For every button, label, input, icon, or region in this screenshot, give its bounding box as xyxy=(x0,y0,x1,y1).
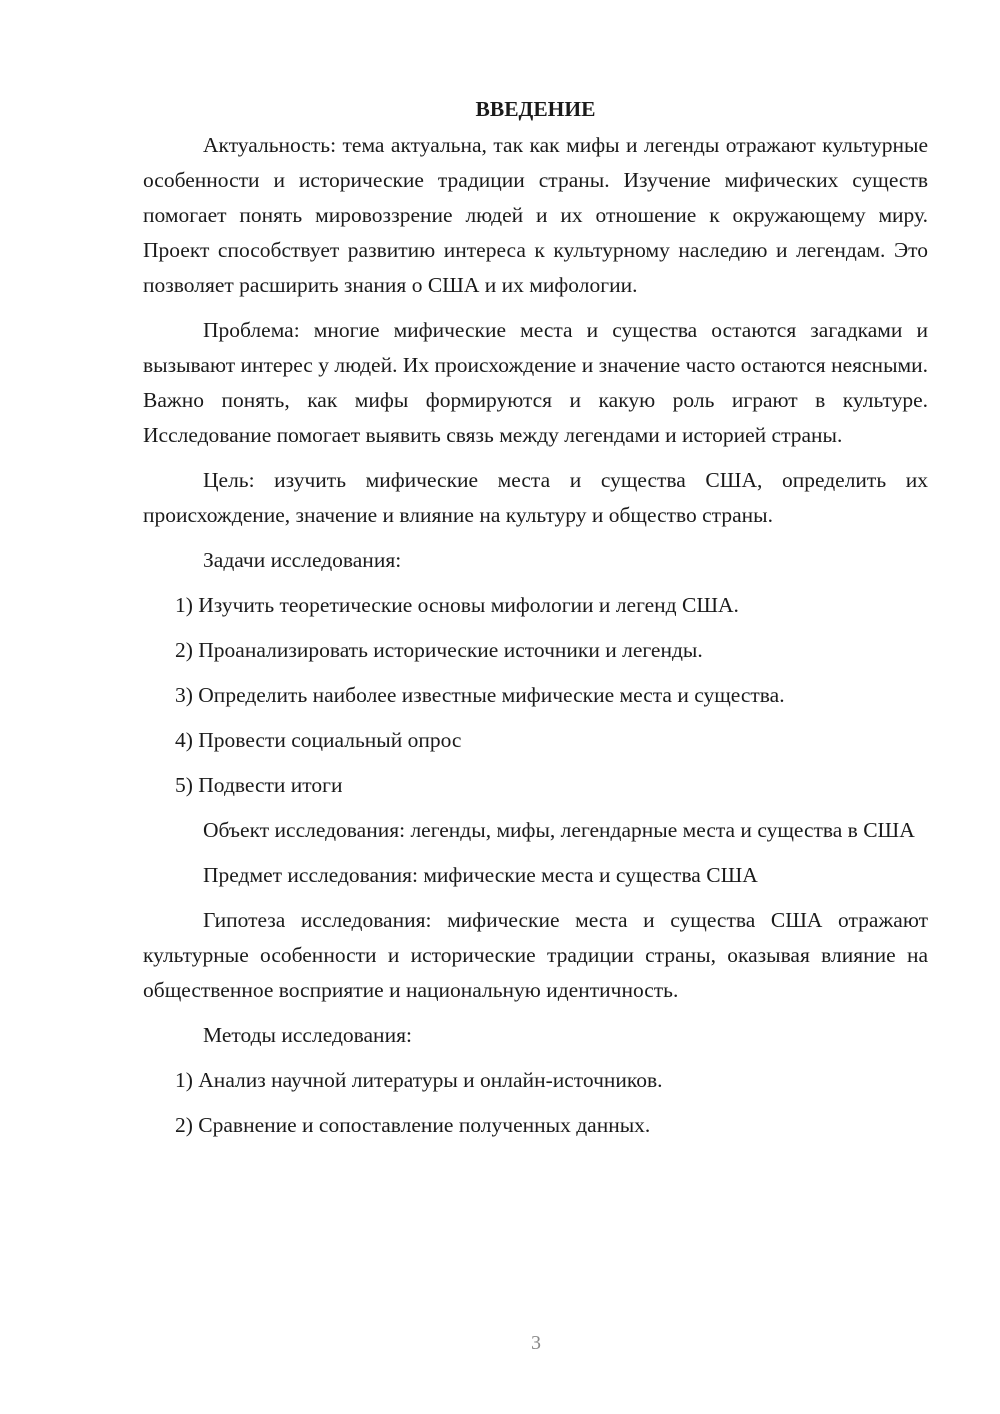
section-heading: ВВЕДЕНИЕ xyxy=(475,97,596,121)
methods-heading: Методы исследования: xyxy=(203,1023,412,1047)
list-item: 1) Изучить теоретические основы мифологии и легенд США. xyxy=(175,593,739,617)
tasks-heading: Задачи исследования: xyxy=(203,548,402,572)
problem-paragraph: Проблема: многие мифические места и существа остаются загадками и вызывают интерес у людей. Их происхождение и значение часто остаются неясными. Важно понять, как мифы формируются и какую роль играют в культуре. Исследование помогает выявить связь между легендами и историей страны. xyxy=(143,318,928,447)
list-item: 1) Анализ научной литературы и онлайн-источников. xyxy=(175,1068,663,1092)
methods-list xyxy=(143,1063,928,1143)
list-item: 4) Провести социальный опрос xyxy=(175,728,462,752)
hypothesis-paragraph: Гипотеза исследования: мифические места и существа США отражают культурные особенности и исторические традиции страны, оказывая влияние на общественное восприятие и национальную идентичность. xyxy=(143,908,928,1002)
list-item: 3) Определить наиболее известные мифические места и существа. xyxy=(175,683,785,707)
object-paragraph: Объект исследования: легенды, мифы, легендарные места и существа в США xyxy=(203,818,915,842)
subject-paragraph: Предмет исследования: мифические места и существа США xyxy=(203,863,758,887)
relevance-paragraph: Актуальность: тема актуальна, так как мифы и легенды отражают культурные особенности и исторические традиции страны. Изучение мифических существ помогает понять мировоззрение людей и их отношение к окружающему миру. Проект способствует развитию интереса к культурному наследию и легендам. Это позволяет расширить знания о США и их мифологии. xyxy=(143,133,928,297)
list-item: 2) Проанализировать исторические источники и легенды. xyxy=(175,638,703,662)
list-item: 5) Подвести итоги xyxy=(175,773,343,797)
document-page xyxy=(143,92,928,1153)
goal-paragraph: Цель: изучить мифические места и существа США, определить их происхождение, значение и влияние на культуру и общество страны. xyxy=(143,468,928,527)
list-item: 2) Сравнение и сопоставление полученных данных. xyxy=(175,1113,651,1137)
page-number: 3 xyxy=(531,1332,541,1354)
tasks-list xyxy=(143,588,928,803)
